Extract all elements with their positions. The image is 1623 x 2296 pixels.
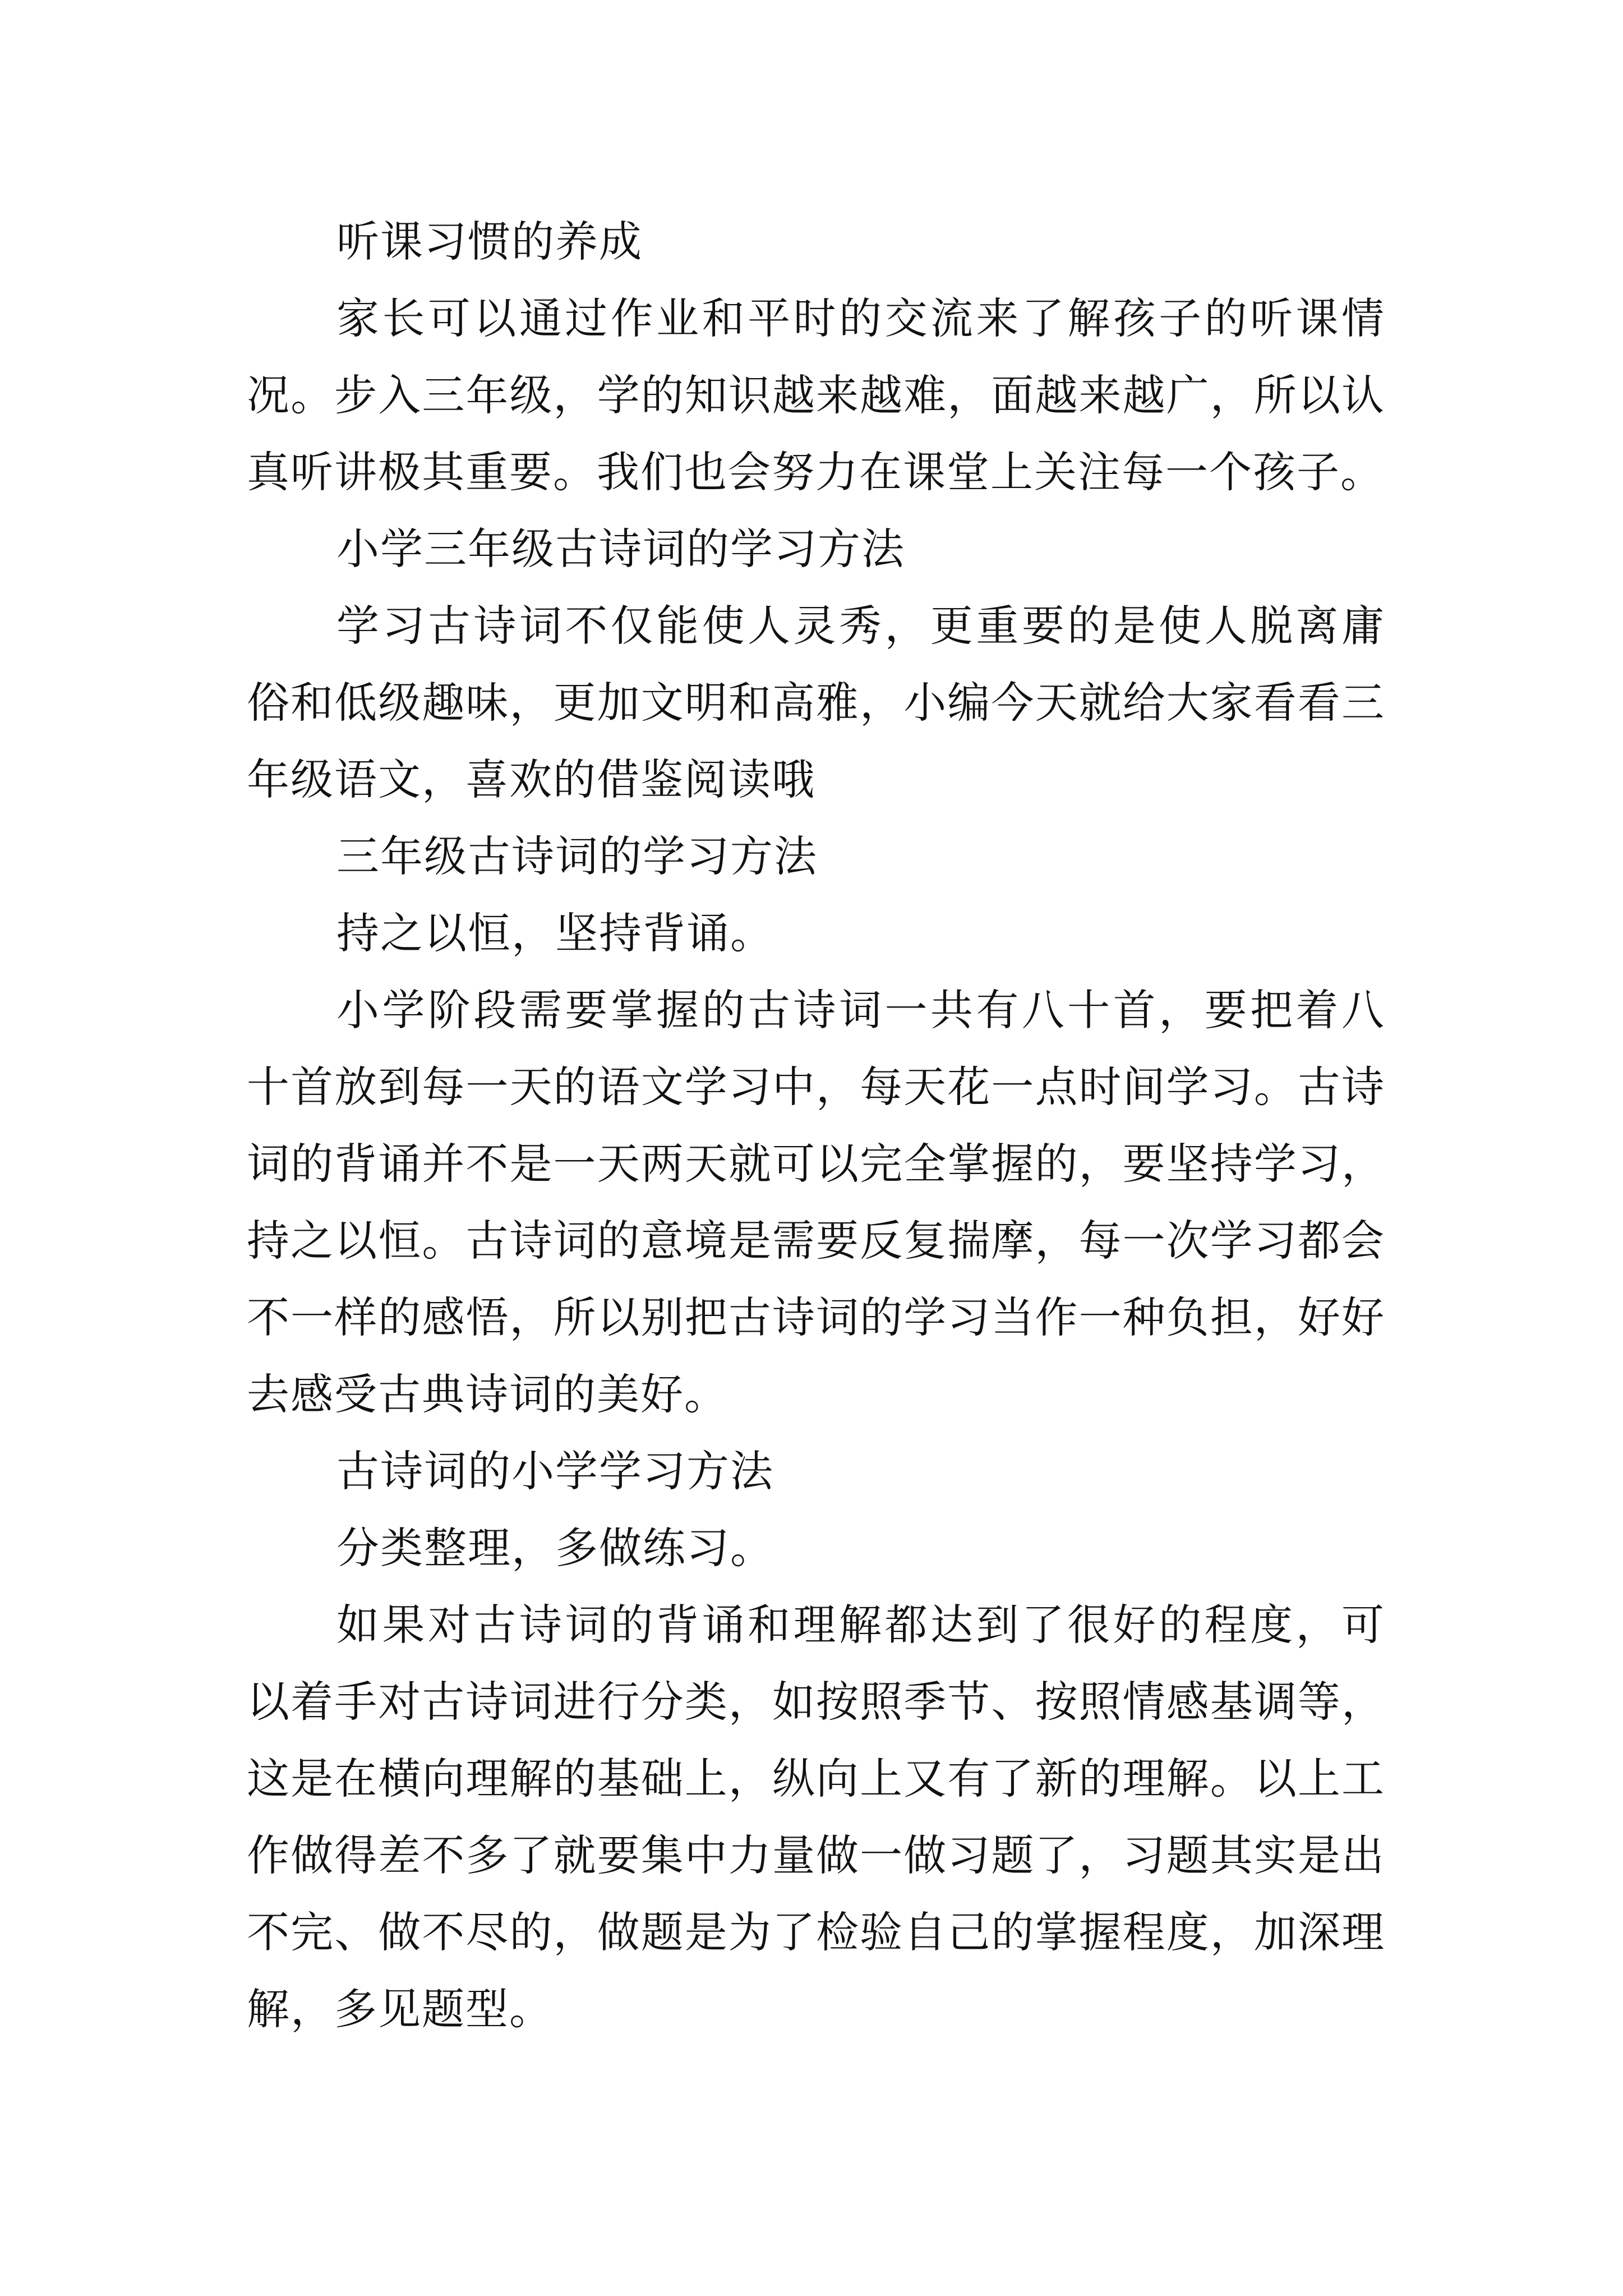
paragraph-poetry-intro: 学习古诗词不仅能使人灵秀，更重要的是使人脱离庸俗和低级趣味，更加文明和高雅，小编今天就给大家看看三年级语文，喜欢的借鉴阅读哦 [247,601,1385,804]
paragraph-classify-practice: 如果对古诗词的背诵和理解都达到了很好的程度，可以着手对古诗词进行分类，如按照季节、按照情感基调等，这是在横向理解的基础上，纵向上又有了新的理解。以上工作做得差不多了就要集中力量做一做习题了，习题其实是出不完、做不尽的，做题是为了检验自己的掌握程度，加深理解，多见题型。 [247,1600,1385,2034]
document-body [247,203,1385,2047]
heading-poetry-methods: 三年级古诗词的学习方法 [336,831,818,881]
heading-listening-habit: 听课习惯的养成 [336,217,643,266]
subheading-persistence: 持之以恒，坚持背诵。 [336,908,774,958]
heading-primary-methods: 古诗词的小学学习方法 [336,1446,774,1496]
paragraph-listening-habit: 家长可以通过作业和平时的交流来了解孩子的听课情况。步入三年级，学的知识越来越难，面越来越广，所以认真听讲极其重要。我们也会努力在课堂上关注每一个孩子。 [247,293,1385,497]
heading-grade3-poetry-methods: 小学三年级古诗词的学习方法 [336,524,905,574]
paragraph-persistence: 小学阶段需要掌握的古诗词一共有八十首，要把着八十首放到每一天的语文学习中，每天花一点时间学习。古诗词的背诵并不是一天两天就可以完全掌握的，要坚持学习，持之以恒。古诗词的意境是需要反复揣摩，每一次学习都会不一样的感悟，所以别把古诗词的学习当作一种负担，好好去感受古典诗词的美好。 [247,985,1385,1419]
subheading-classify-practice: 分类整理，多做练习。 [336,1523,774,1573]
